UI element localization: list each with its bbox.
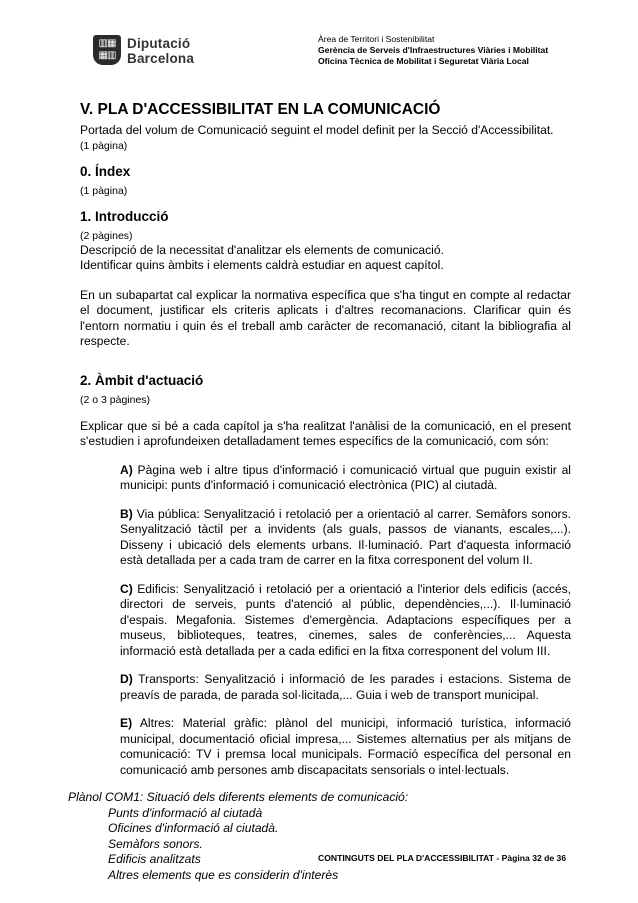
ambit-item-c	[120, 582, 571, 660]
intro-paragraph: En un subapartat cal explicar la normativa específica que s'ha tingut en compte al redactar el document, justificar els criteris aplicats i d'altres recomanacions. Clarificar quin és l'entorn normatiu i quin és el treball amb caràcter de recomanació, citant la bibliografia al respecte.	[80, 287, 571, 348]
plan-item: Oficines d'informació al ciutadà.	[108, 821, 279, 835]
logo-line-1: Diputació	[127, 36, 191, 51]
item-label: C)	[120, 581, 133, 596]
page-footer: CONTINGUTS DEL PLA D'ACCESSIBILITAT - Pàgina 32 de 36	[318, 853, 567, 863]
ambit-item-e	[120, 716, 571, 778]
plan-item: Semàfors sonors.	[108, 836, 203, 851]
section-title: V. PLA D'ACCESSIBILITAT EN LA COMUNICACIÓ	[80, 101, 441, 118]
section-description: Portada del volum de Comunicació seguint el model definit per la Secció d'Accessibilitat.	[80, 123, 554, 137]
header-department	[318, 34, 618, 67]
ambit-paragraph: Explicar que si bé a cada capítol ja s'ha realitzat l'anàlisi de la comunicació, en el present s'estudien i aprofundeixen detalladament temes específics de la comunicació, com són:	[80, 418, 571, 448]
plan-item: Punts d'informació al ciutadà	[108, 805, 263, 820]
plan-title: Plànol COM1: Situació dels diferents elements de comunicació:	[68, 790, 409, 804]
coat-of-arms-icon: ▥▦ ▦▥	[93, 35, 121, 65]
index-heading: 0. Índex	[80, 163, 131, 179]
item-text: Transports: Senyalització i informació de les parades i estacions. Sistema de preavís de parada, de parada sol·licitada,... Guia i web de transport municipal.	[120, 672, 571, 702]
item-text: Edificis: Senyalització i retolació per a orientació a l'interior dels edificis (accés, directori de serveis, punts d'atenció al públic, dependències,...). Il·luminació d'espais. Megafonia. Sistemes d'emergència. Adaptacions específiques per a museus, biblioteques, teatres, cinemes, sales de conferències,... Aquesta informació està detallada per a cada edifici en la fitxa corresponent del volum III.	[120, 581, 571, 658]
intro-pages: (2 pàgines)	[80, 229, 133, 242]
logo-line-2: Barcelona	[127, 51, 195, 66]
ambit-item-a	[120, 463, 571, 494]
item-text: Pàgina web i altre tipus d'informació i comunicació virtual que puguin existir al municipi: punts d'informació i comunicació electrònica (PIC) al ciutadà.	[120, 462, 571, 492]
intro-line-2: Identificar quins àmbits i elements caldrà estudiar en aquest capítol.	[80, 258, 444, 272]
item-label: D)	[120, 672, 133, 686]
plan-item: Edificis analitzats	[108, 852, 201, 866]
document-body	[68, 100, 571, 883]
item-text: Altres: Material gràfic: plànol del municipi, informació turística, informació municipal, documentació oficial impresa,... Sistemes alternatius per als mitjans de comunicació: TV i premsa local municipals. Formació específica del personal en comunicació amb persones amb discapacitats sensorials o intel·lectuals.	[120, 716, 571, 777]
intro-heading: 1. Introducció	[80, 208, 169, 224]
header-oficina: Oficina Tècnica de Mobilitat i Seguretat Viària Local	[318, 56, 529, 66]
section-pages: (1 pàgina)	[80, 139, 128, 152]
intro-line-1: Descripció de la necessitat d'analitzar els elements de comunicació.	[80, 242, 444, 257]
plan-item: Altres elements que es considerin d'interès	[108, 867, 339, 882]
ambit-pages: (2 o 3 pàgines)	[80, 393, 151, 406]
header-gerencia: Gerència de Serveis d'Infraestructures Viàries i Mobilitat	[318, 45, 549, 55]
item-text: Via pública: Senyalització i retolació per a orientació al carrer. Semàfors sonors. Senyalització tàctil per a invidents (als guals, passos de vianants, escales,...). Disseny i ubicació dels elements urbans. Il·luminació. Part d'aquesta informació està detallada per a cada tram de carrer en la fitxa corresponent del volum II.	[120, 506, 571, 567]
item-label: E)	[120, 716, 133, 730]
item-label: B)	[120, 506, 133, 521]
ambit-item-b	[120, 507, 571, 569]
ambit-item-d	[120, 672, 571, 703]
ambit-heading: 2. Àmbit d'actuació	[80, 372, 204, 388]
item-label: A)	[120, 462, 133, 477]
diputacio-logo	[93, 35, 223, 71]
header-area: Àrea de Territori i Sostenibilitat	[318, 34, 435, 44]
index-pages: (1 pàgina)	[80, 184, 128, 197]
